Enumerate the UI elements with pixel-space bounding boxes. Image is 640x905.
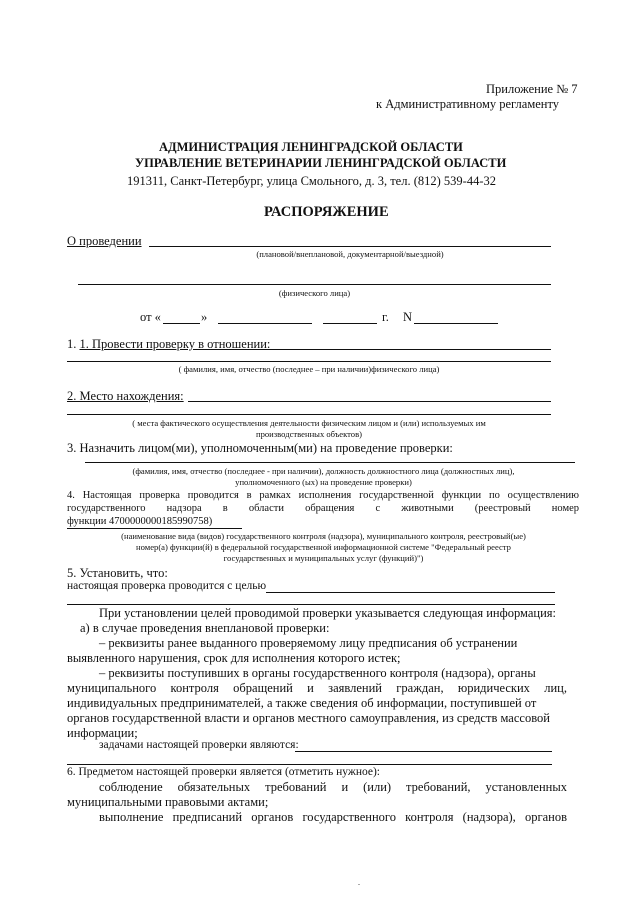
section-4-hint-3: государственных и муниципальных услуг (функций)")	[223, 553, 424, 563]
section-4-line-1: 4. Настоящая проверка проводится в рамках исполнения государственной функции по осуществлению	[67, 490, 579, 501]
date-day-line	[163, 323, 200, 324]
document-title: РАСПОРЯЖЕНИЕ	[264, 204, 389, 220]
date-year-line	[323, 323, 377, 324]
section-6-item-1b: муниципальными правовыми актами;	[67, 795, 269, 809]
about-type-hint: (плановой/внеплановой, документарной/выездной)	[256, 249, 444, 259]
date-year-label: г.	[382, 310, 389, 324]
org-name-1: АДМИНИСТРАЦИЯ ЛЕНИНГРАДСКОЙ ОБЛАСТИ	[159, 140, 463, 154]
section-4-line-3: функции 4700000000185990758)	[67, 516, 213, 527]
section-6-item-1a: соблюдение обязательных требований и (или) требований, установленных	[99, 780, 567, 794]
date-month-line	[218, 323, 312, 324]
section-5-line-a	[266, 592, 555, 593]
order-number-line	[414, 323, 498, 324]
org-name-2: УПРАВЛЕНИЕ ВЕТЕРИНАРИИ ЛЕНИНГРАДСКОЙ ОБЛАСТИ	[135, 156, 507, 170]
section-4-hint-2: номер(а) функции(й) в федеральной государственной информационной системе "Федеральный реестр	[136, 542, 511, 552]
about-label: О проведении	[67, 234, 142, 248]
section-6-item-2: выполнение предписаний органов государственного контроля (надзора), органов	[99, 810, 567, 824]
section-1-line-b	[67, 361, 551, 362]
goals-appeals-5: информации;	[67, 726, 138, 740]
section-1-hint: ( фамилия, имя, отчество (последнее – при наличии)физического лица)	[178, 364, 440, 374]
goals-prescription-2: выявленного нарушения, срок для исполнения которого истек;	[67, 651, 401, 665]
goals-intro: При установлении целей проводимой проверки указывается следующая информация:	[99, 606, 556, 620]
section-2-line-b	[67, 414, 551, 415]
goals-tasks-line-a	[295, 751, 552, 752]
section-5-label: 5. Установить, что:	[67, 566, 168, 580]
section-4-hint-1: (наименование вида (видов) государственного контроля (надзора), муниципального контроля, реестровый(ые)	[121, 531, 526, 541]
section-5-purpose: настоящая проверка проводится с целью	[67, 580, 267, 592]
goals-appeals-1: – реквизиты поступивших в органы государственного контроля (надзора), органы	[99, 666, 536, 680]
about-subject-line	[78, 284, 551, 285]
about-type-line	[149, 246, 551, 247]
section-2-label: 2. Место нахождения:	[67, 389, 184, 403]
date-from-label: от «	[140, 310, 161, 324]
section-4-underline	[67, 528, 242, 529]
section-3-hint-1: (фамилия, имя, отчество (последнее - при наличии), должность должностного лица (должностных лиц),	[132, 466, 515, 476]
goals-appeals-2: муниципального контроля обращений и заявлений граждан, юридических лиц,	[67, 681, 567, 695]
goals-tasks-label: задачами настоящей проверки являются:	[99, 739, 299, 751]
about-subject-hint: (физического лица)	[278, 288, 351, 298]
section-1-label-text: 1. Провести проверку в отношении:	[79, 337, 271, 351]
section-4-line-2: государственного надзора в области обращения с животными (реестровый номер	[67, 503, 579, 514]
appendix-number: Приложение № 7	[486, 82, 578, 96]
goals-unplanned: а) в случае проведения внеплановой проверки:	[80, 621, 330, 635]
org-address: 191311, Санкт-Петербург, улица Смольного, д. 3, тел. (812) 539-44-32	[127, 174, 496, 188]
section-5-line-b	[67, 604, 555, 605]
scan-speck	[358, 884, 360, 885]
goals-appeals-3: индивидуальных предпринимателей, а также сведения об информации, поступившей от	[67, 696, 537, 710]
section-3-hint-2: уполномоченного (ых) на проведение проверки)	[235, 477, 412, 487]
order-number-label: N	[403, 310, 413, 324]
section-1-line-a	[262, 349, 551, 350]
goals-appeals-4: органов государственной власти и органов местного самоуправления, из средств массовой	[67, 711, 550, 725]
appendix-regulation: к Административному регламенту	[376, 97, 560, 111]
section-1-label: 1. 1. Провести проверку в отношении:	[67, 337, 271, 351]
goals-tasks-line-b	[67, 764, 552, 765]
section-3-line	[85, 462, 575, 463]
section-2-hint-2: производственных объектов)	[255, 429, 363, 439]
section-2-line-a	[188, 401, 551, 402]
section-2-hint-1: ( места фактического осуществления деятельности физическим лицом и (или) используемых им	[132, 418, 486, 428]
section-6-label: 6. Предметом настоящей проверки является (отметить нужное):	[67, 766, 380, 778]
section-3-label: 3. Назначить лицом(ми), уполномоченным(ми) на проведение проверки:	[67, 441, 453, 455]
goals-prescription-1: – реквизиты ранее выданного проверяемому лицу предписания об устранении	[99, 636, 518, 650]
date-quote-close: »	[201, 310, 208, 324]
